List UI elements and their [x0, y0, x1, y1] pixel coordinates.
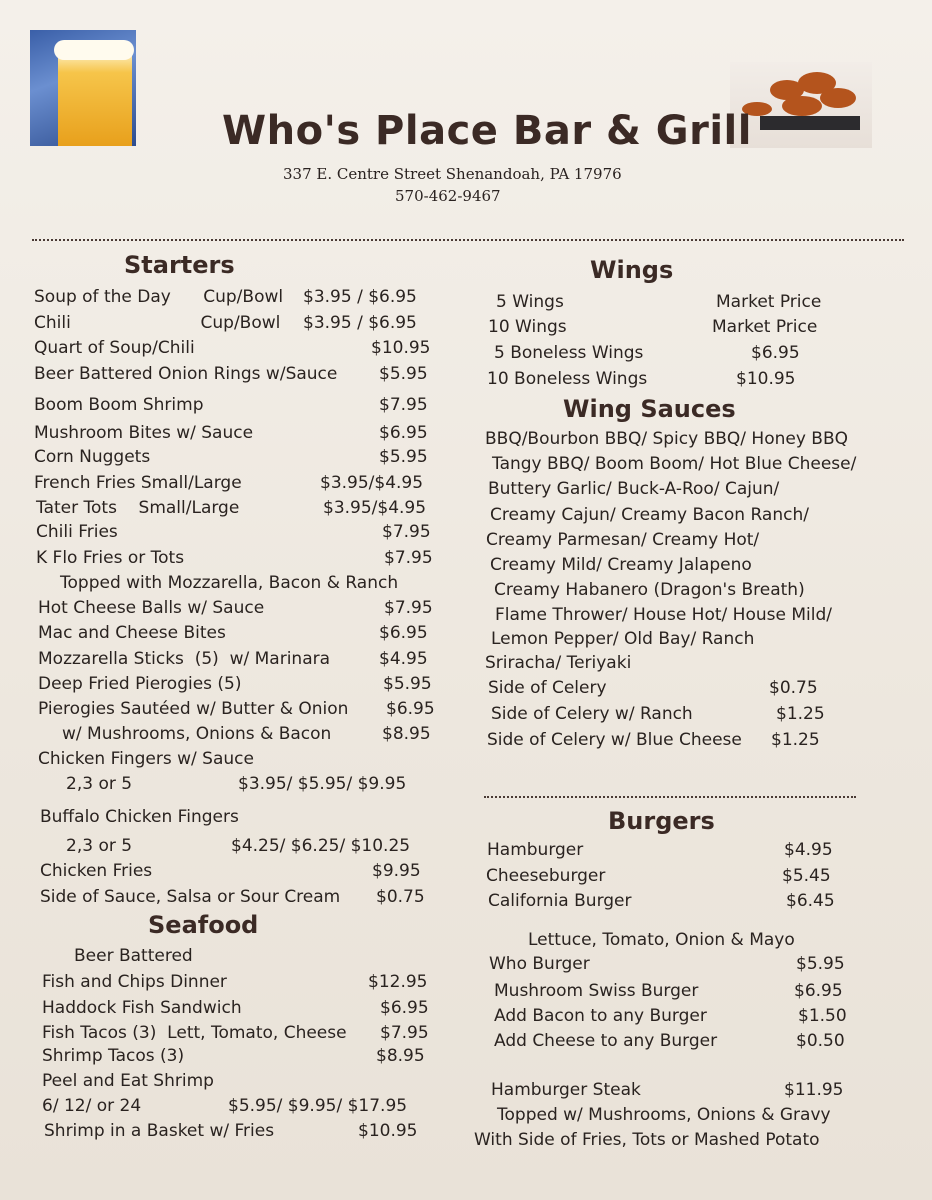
- burger-item-label: Topped w/ Mushrooms, Onions & Gravy: [497, 1105, 831, 1125]
- starter-item-row: [66, 774, 407, 794]
- burger-item-row: [486, 866, 831, 886]
- wing-item-row: [494, 343, 800, 363]
- starter-item-price: $4.95: [379, 649, 428, 669]
- starter-item-label: w/ Mushrooms, Onions & Bacon: [62, 724, 332, 744]
- burger-item-row: [494, 1006, 847, 1026]
- seafood-item-label: Haddock Fish Sandwich: [42, 998, 242, 1018]
- burger-item-price: $6.45: [786, 891, 835, 911]
- seafood-item-row: [42, 1046, 425, 1066]
- starter-item-label: Chicken Fingers w/ Sauce: [38, 749, 254, 769]
- starter-item-row: [34, 364, 428, 384]
- wing-sauce-line: Creamy Mild/ Creamy Jalapeno: [490, 555, 752, 575]
- starter-item-price: $7.95: [379, 395, 428, 415]
- starter-item-row: [38, 674, 432, 694]
- beer-foam-shape: [54, 40, 134, 60]
- seafood-item-label: Fish and Chips Dinner: [42, 972, 227, 992]
- wing-sauce-line: Tangy BBQ/ Boom Boom/ Hot Blue Cheese/: [492, 454, 857, 474]
- starter-item-row: [34, 338, 431, 358]
- starter-item-row: [34, 395, 428, 415]
- wing-sauces-heading: Wing Sauces: [563, 395, 736, 423]
- wing-sauce-line: Creamy Cajun/ Creamy Bacon Ranch/: [490, 505, 809, 525]
- starter-item-label: Boom Boom Shrimp: [34, 395, 204, 415]
- starters-heading: Starters: [124, 251, 235, 279]
- starter-item-label: Quart of Soup/Chili: [34, 338, 195, 358]
- wing-sauce-line: BBQ/Bourbon BBQ/ Spicy BBQ/ Honey BBQ: [485, 429, 849, 449]
- seafood-item-label: Fish Tacos (3) Lett, Tomato, Cheese: [42, 1023, 347, 1043]
- wing-item-label: 10 Boneless Wings: [487, 369, 648, 389]
- starter-item-label: Chili Fries: [36, 522, 118, 542]
- burger-item-row: [497, 1105, 831, 1125]
- restaurant-address: 337 E. Centre Street Shenandoah, PA 17976: [283, 165, 622, 183]
- starter-item-label: Corn Nuggets: [34, 447, 151, 467]
- starter-item-row: [38, 598, 433, 618]
- starter-item-label: Hot Cheese Balls w/ Sauce: [38, 598, 265, 618]
- starter-item-label: Deep Fried Pierogies (5): [38, 674, 242, 694]
- starter-item-label: Chicken Fries: [40, 861, 153, 881]
- seafood-item-row: [42, 998, 429, 1018]
- burger-item-label: Mushroom Swiss Burger: [494, 981, 699, 1001]
- dotted-divider: [484, 796, 856, 798]
- burger-item-label: Cheeseburger: [486, 866, 606, 886]
- starter-item-label: Tater Tots Small/Large: [36, 498, 240, 518]
- restaurant-name: Who's Place Bar & Grill: [222, 108, 752, 154]
- celery-side-row: [491, 704, 825, 724]
- seafood-item-price: $10.95: [358, 1121, 418, 1141]
- celery-side-row: [487, 730, 820, 750]
- beer-glass-shape: [58, 48, 132, 146]
- starter-item-label: Soup of the Day Cup/Bowl: [34, 287, 284, 307]
- starter-item-price: $5.95: [379, 364, 428, 384]
- starter-item-price: $6.95: [379, 423, 428, 443]
- starter-item-label: Mac and Cheese Bites: [38, 623, 226, 643]
- seafood-item-price: $5.95/ $9.95/ $17.95: [228, 1096, 408, 1116]
- wing-shape: [820, 88, 856, 108]
- plate-shape: [760, 116, 860, 130]
- celery-side-label: Side of Celery: [488, 678, 607, 698]
- wing-sauce-line: Lemon Pepper/ Old Bay/ Ranch: [491, 629, 755, 649]
- wing-sauce-line: Sriracha/ Teriyaki: [485, 653, 632, 673]
- starter-item-label: Beer Battered Onion Rings w/Sauce: [34, 364, 338, 384]
- starter-item-row: [40, 861, 421, 881]
- starter-item-price: $9.95: [372, 861, 421, 881]
- starter-item-price: $3.95 / $6.95: [303, 313, 417, 333]
- starter-item-row: [34, 423, 428, 443]
- burger-item-price: $5.95: [796, 954, 845, 974]
- burger-item-label: Add Bacon to any Burger: [494, 1006, 707, 1026]
- seafood-item-label: 6/ 12/ or 24: [42, 1096, 142, 1116]
- starter-item-row: [36, 522, 431, 542]
- starter-item-label: Buffalo Chicken Fingers: [40, 807, 239, 827]
- burger-item-price: $5.45: [782, 866, 831, 886]
- wing-item-price: Market Price: [716, 292, 822, 312]
- starter-item-price: $7.95: [384, 548, 433, 568]
- burger-item-row: [487, 840, 833, 860]
- wing-sauce-line: Creamy Habanero (Dragon's Breath): [494, 580, 805, 600]
- starter-item-row: [40, 807, 239, 827]
- burger-item-price: $1.50: [798, 1006, 847, 1026]
- seafood-item-label: Peel and Eat Shrimp: [42, 1071, 214, 1091]
- seafood-heading: Seafood: [148, 911, 259, 939]
- wing-item-row: [488, 317, 818, 337]
- starter-item-label: Pierogies Sautéed w/ Butter & Onion: [38, 699, 349, 719]
- starter-item-row: [34, 313, 417, 333]
- starter-item-price: $3.95 / $6.95: [303, 287, 417, 307]
- starter-item-row: [34, 447, 428, 467]
- starter-item-price: $7.95: [384, 598, 433, 618]
- burger-item-row: [489, 954, 845, 974]
- burger-item-row: [494, 1031, 845, 1051]
- starter-item-row: [38, 699, 435, 719]
- wing-shape: [782, 96, 822, 116]
- starter-item-label: 2,3 or 5: [66, 836, 133, 856]
- starter-item-price: $5.95: [383, 674, 432, 694]
- wing-sauce-line: Buttery Garlic/ Buck-A-Roo/ Cajun/: [488, 479, 780, 499]
- burger-item-price: $6.95: [794, 981, 843, 1001]
- seafood-item-row: [42, 1096, 408, 1116]
- burger-item-label: California Burger: [488, 891, 632, 911]
- wing-item-price: $10.95: [736, 369, 796, 389]
- seafood-item-price: $6.95: [380, 998, 429, 1018]
- starter-item-label: Mushroom Bites w/ Sauce: [34, 423, 254, 443]
- celery-side-label: Side of Celery w/ Ranch: [491, 704, 693, 724]
- seafood-item-label: Beer Battered: [74, 946, 193, 966]
- starter-item-row: [38, 649, 428, 669]
- burger-item-row: [494, 981, 843, 1001]
- wing-item-price: $6.95: [751, 343, 800, 363]
- wings-heading: Wings: [590, 256, 674, 284]
- restaurant-phone: 570-462-9467: [395, 187, 501, 205]
- starter-item-label: Topped with Mozzarella, Bacon & Ranch: [60, 573, 399, 593]
- burger-item-label: With Side of Fries, Tots or Mashed Potato: [474, 1130, 820, 1150]
- seafood-item-row: [42, 1023, 429, 1043]
- starter-item-row: [38, 623, 428, 643]
- seafood-item-row: [42, 1071, 214, 1091]
- starter-item-price: $6.95: [386, 699, 435, 719]
- burger-item-price: $0.50: [796, 1031, 845, 1051]
- starter-item-price: $4.25/ $6.25/ $10.25: [231, 836, 411, 856]
- wing-sauce-line: Flame Thrower/ House Hot/ House Mild/: [495, 605, 832, 625]
- starter-item-label: K Flo Fries or Tots: [36, 548, 185, 568]
- starter-item-price: $8.95: [382, 724, 431, 744]
- wing-item-price: Market Price: [712, 317, 818, 337]
- celery-side-label: Side of Celery w/ Blue Cheese: [487, 730, 742, 750]
- burger-item-row: [491, 1080, 844, 1100]
- burger-item-label: Add Cheese to any Burger: [494, 1031, 718, 1051]
- starter-item-price: $5.95: [379, 447, 428, 467]
- starter-item-price: $0.75: [376, 887, 425, 907]
- seafood-item-label: Shrimp in a Basket w/ Fries: [44, 1121, 275, 1141]
- burger-item-row: [488, 891, 835, 911]
- starter-item-price: $3.95/$4.95: [323, 498, 427, 518]
- burger-item-label: Lettuce, Tomato, Onion & Mayo: [528, 930, 795, 950]
- starter-item-row: [34, 473, 424, 493]
- starter-item-row: [62, 724, 431, 744]
- beer-glass-photo: [30, 30, 136, 146]
- wing-item-row: [496, 292, 822, 312]
- seafood-item-price: $12.95: [368, 972, 428, 992]
- starter-item-row: [36, 498, 427, 518]
- burger-item-label: Who Burger: [489, 954, 590, 974]
- starter-item-row: [34, 287, 417, 307]
- burger-item-row: [528, 930, 795, 950]
- starter-item-price: $10.95: [371, 338, 431, 358]
- burger-item-label: Hamburger: [487, 840, 584, 860]
- starter-item-price: $7.95: [382, 522, 431, 542]
- celery-side-row: [488, 678, 818, 698]
- starter-item-label: Mozzarella Sticks (5) w/ Marinara: [38, 649, 331, 669]
- seafood-item-price: $8.95: [376, 1046, 425, 1066]
- wing-item-label: 5 Boneless Wings: [494, 343, 644, 363]
- starter-item-price: $3.95/$4.95: [320, 473, 424, 493]
- starter-item-row: [66, 836, 411, 856]
- starter-item-price: $3.95/ $5.95/ $9.95: [238, 774, 407, 794]
- seafood-item-row: [44, 1121, 418, 1141]
- seafood-item-label: Shrimp Tacos (3): [42, 1046, 185, 1066]
- wing-item-label: 10 Wings: [488, 317, 567, 337]
- wing-item-row: [487, 369, 796, 389]
- starter-item-label: 2,3 or 5: [66, 774, 133, 794]
- starter-item-price: $6.95: [379, 623, 428, 643]
- starter-item-row: [60, 573, 398, 593]
- burger-item-price: $11.95: [784, 1080, 844, 1100]
- seafood-item-row: [42, 972, 428, 992]
- celery-side-price: $1.25: [776, 704, 825, 724]
- seafood-item-price: $7.95: [380, 1023, 429, 1043]
- celery-side-price: $1.25: [771, 730, 820, 750]
- wing-sauce-line: Creamy Parmesan/ Creamy Hot/: [486, 530, 760, 550]
- burgers-heading: Burgers: [608, 807, 715, 835]
- starter-item-label: French Fries Small/Large: [34, 473, 242, 493]
- burger-item-price: $4.95: [784, 840, 833, 860]
- starter-item-row: [40, 887, 425, 907]
- wing-item-label: 5 Wings: [496, 292, 564, 312]
- seafood-item-row: [74, 946, 193, 966]
- dotted-divider: [32, 239, 904, 241]
- starter-item-row: [36, 548, 433, 568]
- starter-item-label: Side of Sauce, Salsa or Sour Cream: [40, 887, 341, 907]
- starter-item-label: Chili Cup/Bowl: [34, 313, 281, 333]
- starter-item-row: [38, 749, 254, 769]
- burger-item-row: [474, 1130, 820, 1150]
- burger-item-label: Hamburger Steak: [491, 1080, 641, 1100]
- celery-side-price: $0.75: [769, 678, 818, 698]
